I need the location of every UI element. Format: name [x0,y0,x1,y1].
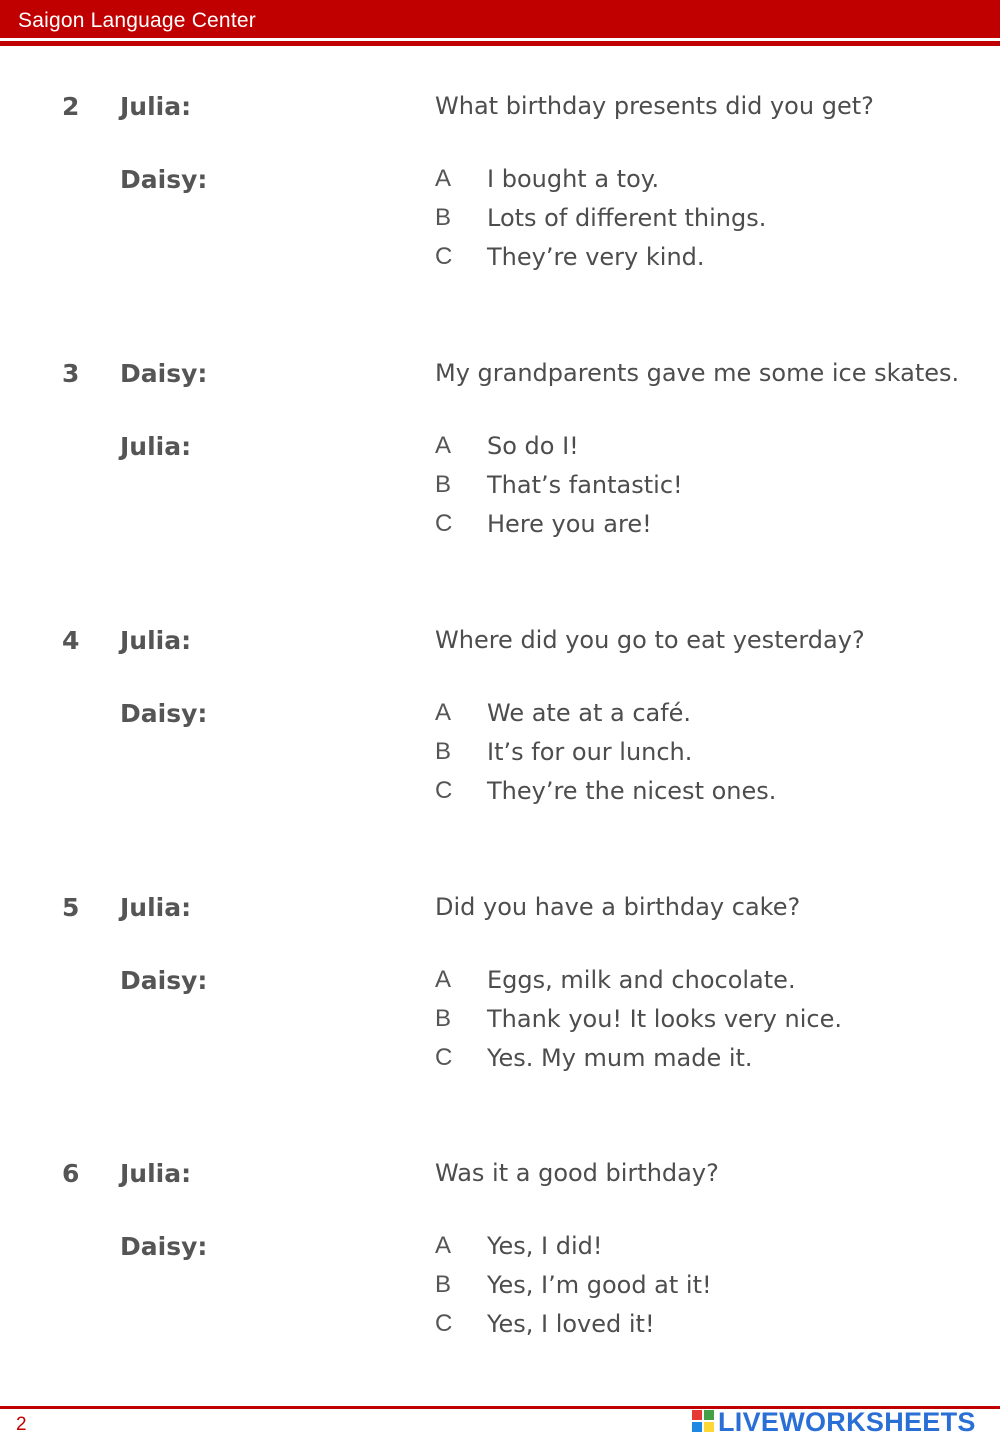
speaker-prompt: Julia: [120,626,192,655]
prompt-text: Where did you go to eat yesterday? [435,626,865,654]
option-letter: A [435,165,452,192]
option-letter: B [435,738,452,765]
option-letter: C [435,243,453,270]
option-text: They’re the nicest ones. [487,777,777,805]
question-number: 4 [62,626,80,655]
question-3 [0,359,1000,589]
speaker-reply: Daisy: [120,699,208,728]
option-text: It’s for our lunch. [487,738,693,766]
speaker-prompt: Daisy: [120,359,208,388]
option-letter: B [435,1271,452,1298]
option-letter: A [435,699,452,726]
option-text: Thank you! It looks very nice. [487,1005,842,1033]
liveworksheets-logo-text: LIVEWORKSHEETS [718,1407,976,1437]
option-text: I bought a toy. [487,165,660,193]
option-text: We ate at a café. [487,699,692,727]
option-c[interactable] [435,777,975,809]
option-text: Here you are! [487,510,652,538]
option-letter: C [435,510,453,537]
prompt-text: Did you have a birthday cake? [435,893,801,921]
option-text: So do I! [487,432,579,460]
question-2 [0,92,1000,322]
question-4 [0,626,1000,856]
option-text: Yes, I loved it! [487,1310,655,1338]
header-title: Saigon Language Center [18,9,256,32]
option-a[interactable] [435,966,975,998]
question-number: 3 [62,359,80,388]
question-number: 2 [62,92,80,121]
speaker-prompt: Julia: [120,1159,192,1188]
option-c[interactable] [435,1044,975,1076]
option-a[interactable] [435,699,975,731]
option-b[interactable] [435,1005,975,1037]
option-c[interactable] [435,243,975,275]
speaker-prompt: Julia: [120,893,192,922]
option-a[interactable] [435,1232,975,1264]
option-text: Yes, I did! [487,1232,603,1260]
option-b[interactable] [435,738,975,770]
page-number: 2 [16,1414,27,1435]
option-text: Eggs, milk and chocolate. [487,966,796,994]
option-text: Yes. My mum made it. [487,1044,753,1072]
speaker-reply: Julia: [120,432,192,461]
option-b[interactable] [435,471,975,503]
question-number: 5 [62,893,80,922]
speaker-reply: Daisy: [120,1232,208,1261]
option-b[interactable] [435,204,975,236]
option-letter: A [435,432,452,459]
option-c[interactable] [435,1310,975,1342]
option-text: Lots of different things. [487,204,767,232]
liveworksheets-logo[interactable] [692,1408,992,1436]
speaker-reply: Daisy: [120,165,208,194]
option-a[interactable] [435,432,975,464]
option-c[interactable] [435,510,975,542]
question-5 [0,893,1000,1123]
option-b[interactable] [435,1271,975,1303]
question-number: 6 [62,1159,80,1188]
option-letter: C [435,1044,453,1071]
option-a[interactable] [435,165,975,197]
prompt-text: Was it a good birthday? [435,1159,719,1187]
option-letter: B [435,471,452,498]
header-divider [0,41,1000,46]
speaker-reply: Daisy: [120,966,208,995]
question-6 [0,1159,1000,1389]
option-letter: A [435,1232,452,1259]
prompt-text: What birthday presents did you get? [435,92,874,120]
option-letter: B [435,1005,452,1032]
option-text: They’re very kind. [487,243,705,271]
option-text: Yes, I’m good at it! [487,1271,712,1299]
option-letter: A [435,966,452,993]
prompt-text: My grandparents gave me some ice skates. [435,359,960,387]
header-bar [0,0,1000,38]
option-letter: C [435,777,453,804]
option-text: That’s fantastic! [487,471,683,499]
option-letter: B [435,204,452,231]
option-letter: C [435,1310,453,1337]
speaker-prompt: Julia: [120,92,192,121]
liveworksheets-logo-icon [692,1410,714,1432]
